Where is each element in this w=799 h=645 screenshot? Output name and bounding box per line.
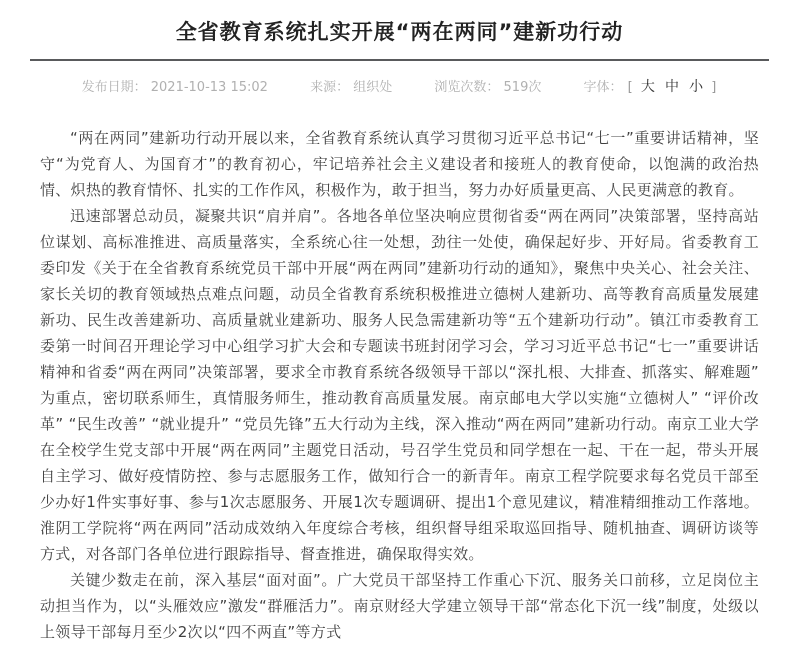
paragraph-1: “两在两同”建新功行动开展以来，全省教育系统认真学习贯彻习近平总书记“七一”重要讲话精神，坚守“为党育人、为国育才”的教育初心，牢记培养社会主义建设者和接班人的教育使命，以饱满的政治热情、炽热的教育情怀、扎实的工作作风，积极作为，敢于担当，努力办好质量更高、人民更满意的教育。 <box>40 129 759 200</box>
view-count <box>434 76 541 95</box>
bracket-close: ] <box>711 80 717 96</box>
font-size-picker <box>584 76 718 96</box>
view-count-label: 浏览次数： <box>434 80 500 96</box>
publish-date-label: 发布日期： <box>81 80 147 96</box>
meta-bar <box>0 76 799 96</box>
publish-date <box>82 76 268 95</box>
font-size-small-button[interactable]: 小 <box>689 79 704 96</box>
bracket-open: [ <box>627 80 633 96</box>
view-count-value: 519次 <box>503 80 542 96</box>
title-divider <box>30 59 769 61</box>
font-size-medium-button[interactable]: 中 <box>665 79 680 96</box>
source-label: 来源： <box>310 80 350 96</box>
source <box>310 76 392 95</box>
article-body <box>40 125 759 645</box>
publish-date-value: 2021-10-13 15:02 <box>150 80 268 96</box>
paragraph-2: 迅速部署总动员，凝聚共识“肩并肩”。各地各单位坚决响应贯彻省委“两在两同”决策部署，坚持高站位谋划、高标准推进、高质量落实，全系统心往一处想，劲往一处使，确保起好步、开好局。省委教育工委印发《关于在全省教育系统党员干部中开展“两在两同”建新功行动的通知》，聚焦中央关心、社会关注、家长关切的教育领域热点难点问题，动员全省教育系统积极推进立德树人建新功、高等教育高质量发展建新功、民生改善建新功、高质量就业建新功、服务人民急需建新功等“五个建新功行动”。镇江市委教育工委第一时间召开理论学习中心组学习扩大会和专题读书班封闭学习会，学习习近平总书记“七一”重要讲话精神和省委“两在两同”决策部署，要求全市教育系统各级领导干部以“深扎根、大排查、抓落实、解难题”为重点，密切联系师生，真情服务师生，推动教育高质量发展。南京邮电大学以实施“立德树人” “评价改革” “民生改善” “就业提升” “党员先锋”五大行动为主线，深入推动“两在两同”建新功行动。南京工业大学在全校学生党支部中开展“两在两同”主题党日活动，号召学生党员和同学想在一起、干在一起，带头开展自主学习、做好疫情防控、参与志愿服务工作，做知行合一的新青年。南京工程学院要求每名党员干部至少办好1件实事好事、参与1次志愿服务、开展1次专题调研、提出1个意见建议，精准精细推动工作落地。淮阴工学院将“两在两同”活动成效纳入年度综合考核，组织督导组采取巡回指导、随机抽查、调研访谈等方式，对各部门各单位进行跟踪指导、督查推进，确保取得实效。 <box>40 207 759 564</box>
paragraph-3: 关键少数走在前，深入基层“面对面”。广大党员干部坚持工作重心下沉、服务关口前移，立足岗位主动担当作为，以“头雁效应”激发“群雁活力”。南京财经大学建立领导干部“常态化下沉一线”制度，处级以上领导干部每月至少2次以“四不两直”等方式 <box>40 571 759 642</box>
font-size-label: 字体： <box>583 80 623 96</box>
font-size-large-button[interactable]: 大 <box>640 79 655 96</box>
source-value: 组织处 <box>353 80 393 96</box>
page-title: 全省教育系统扎实开展“两在两同”建新功行动 <box>175 20 624 44</box>
